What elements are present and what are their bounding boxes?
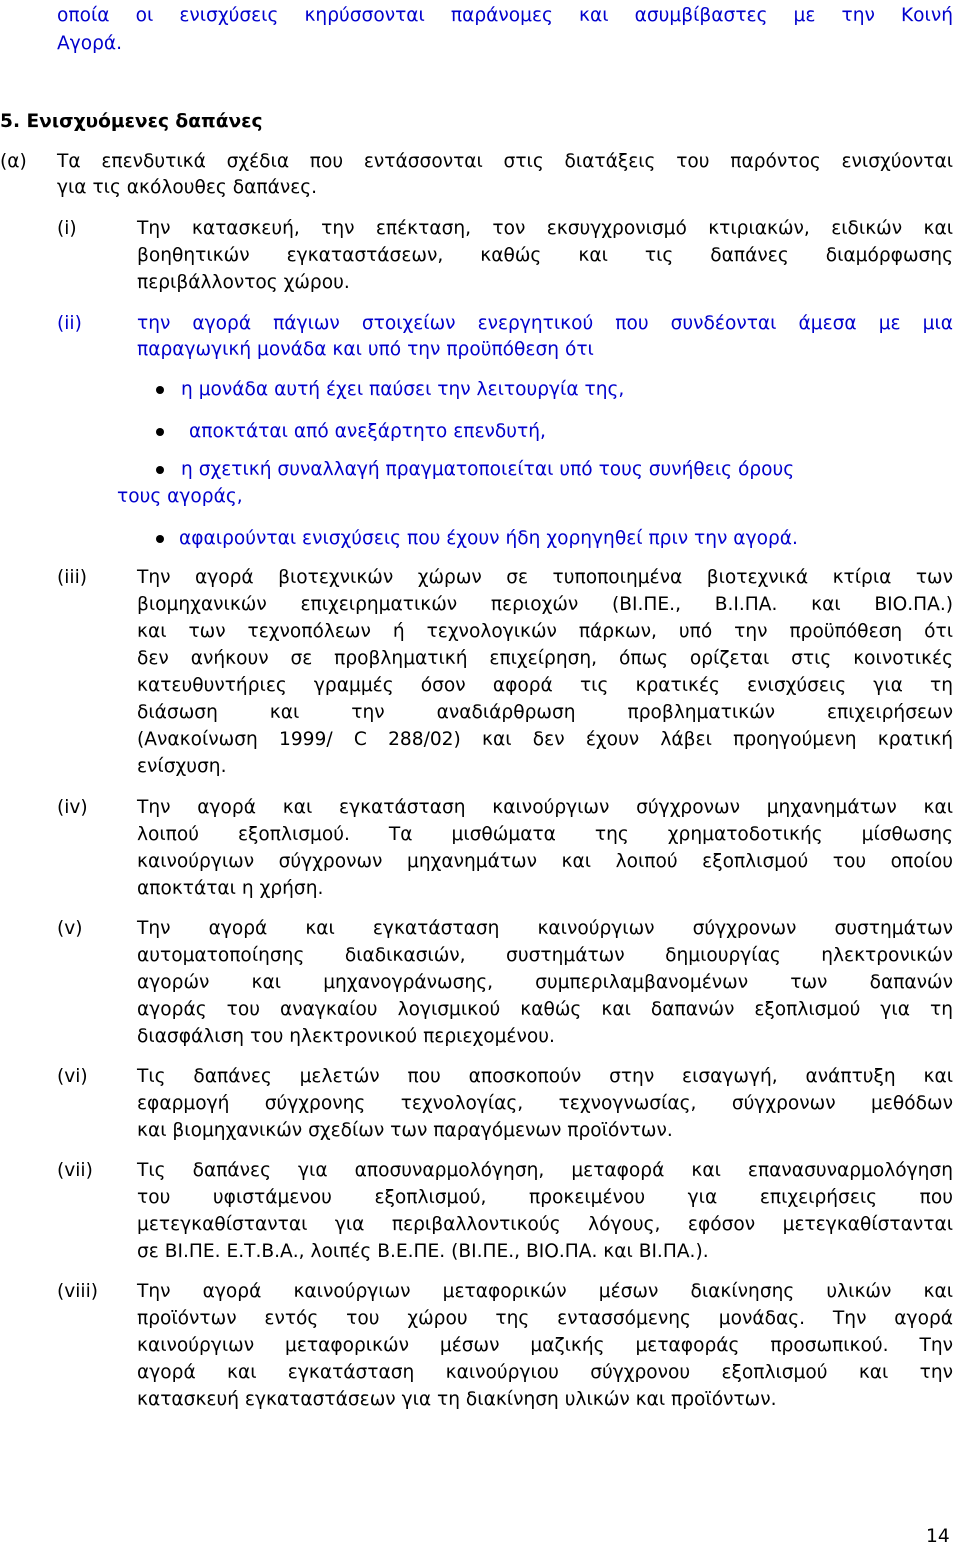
intro-line-1: οποία οι ενισχύσεις κηρύσσονται παράνομες και ασυμβίβαστες με την Κοινή [57,5,953,26]
item-iv-line: αποκτάται η χρήση. [137,878,324,899]
item-iv-line: λοιπού εξοπλισμού. Τα μισθώματα της χρηματοδοτικής μίσθωσης [137,824,953,845]
item-vii-marker: (vii) [57,1160,93,1181]
item-i-line: Την κατασκευή, την επέκταση, τον εκσυγχρονισμό κτιριακών, ειδικών και [137,218,953,239]
item-i-line: βοηθητικών εγκαταστάσεων, καθώς και τις δαπάνες διαμόρφωσης [137,245,953,266]
item-vii-line: σε ΒΙ.ΠΕ. Ε.Τ.Β.Α., λοιπές Β.Ε.ΠΕ. (ΒΙ.ΠΕ., ΒΙΟ.ΠΑ. και ΒΙ.ΠΑ.). [137,1241,709,1262]
item-iv-line: καινούργιων σύγχρονων μηχανημάτων και λοιπού εξοπλισμού του οποίου [137,851,953,872]
item-ii-bullet-cont: τους αγοράς, [117,486,243,507]
bullet-icon [156,386,164,394]
item-vii-line: του υφιστάμενου εξοπλισμού, προκειμένου για επιχειρήσεις που [137,1187,953,1208]
item-viii-line: Την αγορά καινούργιων μεταφορικών μέσων διακίνησης υλικών και [137,1281,953,1302]
item-vi-marker: (vi) [57,1066,88,1087]
item-iv-marker: (iv) [57,797,88,818]
item-v-line: αυτοματοποίησης διαδικασιών, συστημάτων δημιουργίας ηλεκτρονικών [137,945,953,966]
item-viii-marker: (viii) [57,1281,99,1302]
item-iii-line: και των τεχνοπόλεων ή τεχνολογικών πάρκων, υπό την προϋπόθεση ότι [137,621,953,642]
item-vi-line: Τις δαπάνες μελετών που αποσκοπούν στην εισαγωγή, ανάπτυξη και [137,1066,953,1087]
item-ii-bullet: η μονάδα αυτή έχει παύσει την λειτουργία της, [181,379,625,400]
item-iii-line: Την αγορά βιοτεχνικών χώρων σε τυποποιημένα βιοτεχνικά κτίρια των [137,567,953,588]
bullet-icon [156,535,164,543]
para-a-line-1: Τα επενδυτικά σχέδια που εντάσσονται στις διατάξεις του παρόντος ενισχύονται [57,151,953,172]
item-v-marker: (v) [57,918,83,939]
item-ii-marker: (ii) [57,313,82,334]
item-iv-line: Την αγορά και εγκατάσταση καινούργιων σύγχρονων μηχανημάτων και [137,797,953,818]
item-viii-line: προϊόντων εντός του χώρου της εντασσόμενης μονάδας. Την αγορά [137,1308,953,1329]
para-a-line-2: για τις ακόλουθες δαπάνες. [57,177,318,198]
item-ii-line: την αγορά πάγιων στοιχείων ενεργητικού που συνδέονται άμεσα με μια [137,313,953,334]
item-i-line: περιβάλλοντος χώρου. [137,272,350,293]
item-ii-line: παραγωγική μονάδα και υπό την προϋπόθεση ότι [137,339,594,360]
item-ii-bullet: η σχετική συναλλαγή πραγματοποιείται υπό τους συνήθεις όρους [181,459,795,480]
item-viii-line: κατασκευή εγκαταστάσεων για τη διακίνηση υλικών και προϊόντων. [137,1389,777,1410]
item-iii-line: διάσωση και την αναδιάρθρωση προβληματικών επιχειρήσεων [137,702,953,723]
item-v-line: αγοράς του αναγκαίου λογισμικού καθώς και δαπανών εξοπλισμού για τη [137,999,953,1020]
item-vii-line: Τις δαπάνες για αποσυναρμολόγηση, μεταφορά και επανασυναρμολόγηση [137,1160,953,1181]
section-title: 5. Ενισχυόμενες δαπάνες [0,111,263,132]
page-number: 14 [926,1526,950,1547]
item-v-line: Την αγορά και εγκατάσταση καινούργιων σύγχρονων συστημάτων [137,918,953,939]
item-ii-bullet: αποκτάται από ανεξάρτητο επενδυτή, [189,421,546,442]
item-viii-line: αγορά και εγκατάσταση καινούργιου σύγχρονου εξοπλισμού και την [137,1362,953,1383]
para-a-marker: (α) [0,151,27,172]
item-iii-line: ενίσχυση. [137,756,227,777]
item-iii-line: (Ανακοίνωση 1999/ C 288/02) και δεν έχουν λάβει προηγούμενη κρατική [137,729,953,750]
item-vi-line: και βιομηχανικών σχεδίων των παραγόμενων προϊόντων. [137,1120,673,1141]
item-iii-line: βιομηχανικών επιχειρηματικών περιοχών (ΒΙ.ΠΕ., Β.Ι.ΠΑ. και ΒΙΟ.ΠΑ.) [137,594,953,615]
bullet-icon [156,428,164,436]
item-v-line: αγορών και μηχανογράνωσης, συμπεριλαμβανομένων των δαπανών [137,972,953,993]
bullet-icon [156,466,164,474]
item-vi-line: εφαρμογή σύγχρονης τεχνολογίας, τεχνογνωσίας, σύγχρονων μεθόδων [137,1093,953,1114]
item-ii-bullet: αφαιρούνται ενισχύσεις που έχουν ήδη χορηγηθεί πριν την αγορά. [179,528,798,549]
intro-line-2: Αγορά. [57,33,123,54]
item-viii-line: καινούργιων μεταφορικών μέσων μαζικής μεταφοράς προσωπικού. Την [137,1335,953,1356]
item-vii-line: μετεγκαθίστανται για περιβαλλοντικούς λόγους, εφόσον μετεγκαθίστανται [137,1214,953,1235]
item-iii-line: δεν ανήκουν σε προβληματική επιχείρηση, όπως ορίζεται στις κοινοτικές [137,648,953,669]
item-iii-line: κατευθυντήριες γραμμές όσον αφορά τις κρατικές ενισχύσεις για τη [137,675,953,696]
item-iii-marker: (iii) [57,567,88,588]
item-i-marker: (i) [57,218,77,239]
item-v-line: διασφάλιση του ηλεκτρονικού περιεχομένου. [137,1026,555,1047]
